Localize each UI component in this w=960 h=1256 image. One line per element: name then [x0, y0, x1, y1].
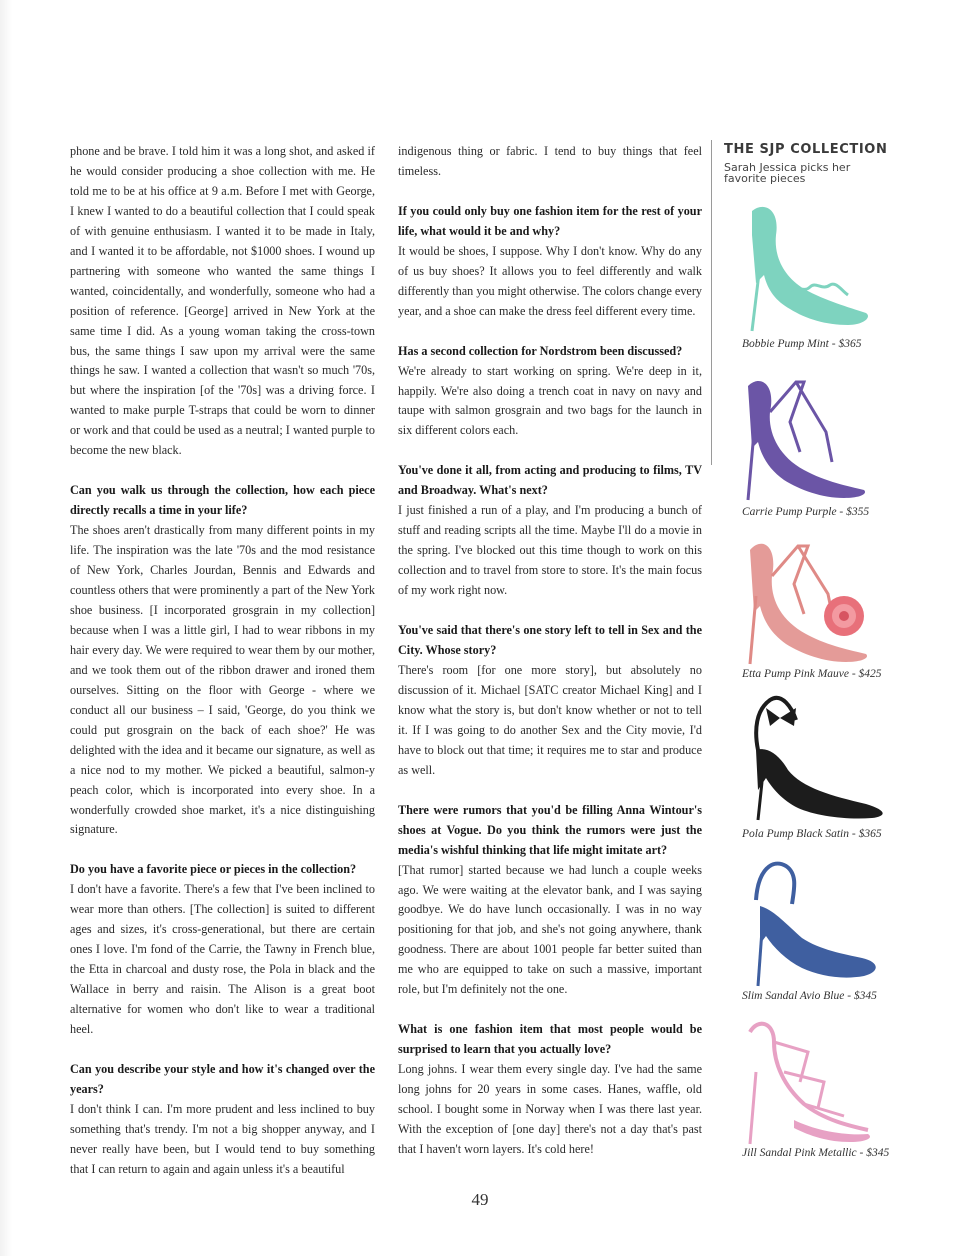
article-column-middle — [398, 142, 702, 1160]
shoe-image-jill-sandal — [734, 1012, 884, 1148]
paragraph: The shoes aren't drastically from many different points in my life. The inspiration was the late '70s and the mod resistance of New York, Charles Jourdan, Bennis and Edwards and countless others that were prominently a part of the New York shoe business. [I incorporated grosgrain in my collection] because when I was a little girl, I had to wear ribbons in my hair every day. We were required to wear them by our mother, and we took them out of the ribbon drawer and ironed them ourselves. Sitting on the floor with George - where we conduct all our business – I said, 'George, do you think we could put grosgrain on the back of each shoe?' He was delighted with the idea and it became our signature, as well as a nice nod to my mother. We picked a beautiful, salmon-y peach color, which is incorporated into every shoe. In a wonderfully crowded shoe market, it's a nice distinguishing signature. — [70, 523, 375, 837]
shoe-image-etta-pump — [734, 528, 884, 668]
sidebar-divider — [711, 140, 712, 465]
shoe-caption: Pola Pump Black Satin - $365 — [742, 828, 882, 840]
shoe-image-slim-sandal — [736, 850, 886, 990]
interview-question: There were rumors that you'd be filling Anna Wintour's shoes at Vogue. Do you think the rumors were just the media's wishful thinking that life might imitate art? — [398, 802, 702, 857]
interview-question: You've done it all, from acting and producing to films, TV and Broadway. What's next? — [398, 463, 702, 498]
paragraph: It would be shoes, I suppose. Why I don't know. Why do any of us buy shoes? It allows you to feel differently and walk differently than you might otherwise. The colors change every year, and a shoe can make the dress feel different every time. — [398, 243, 702, 318]
paragraph: indigenous thing or fabric. I tend to buy things that feel timeless. — [398, 144, 702, 178]
shoe-caption: Carrie Pump Purple - $355 — [742, 506, 870, 518]
interview-question: Do you have a favorite piece or pieces in the collection? — [70, 862, 357, 877]
paragraph: I don't think I can. I'm more prudent and less inclined to buy something that's trendy. I'm not a big shopper anyway, and I never really have been, but I would tend to buy something that I can return to again and again unless it's a beautiful — [70, 1101, 375, 1176]
interview-question: Can you describe your style and how it's changed over the years? — [70, 1061, 375, 1096]
paragraph: [That rumor] started because we had lunch a couple weeks ago. We were waiting at the elevator bank, and I was saying goodbye. We do have lunch occasionally. I was in no way positioning for that job, and she's not going anywhere, thank goodness. There are about 1001 people far better suited than me who are equipped to take on such a massive, important role, but I'm definitely not the one. — [398, 862, 702, 997]
sidebar-header — [724, 142, 934, 184]
article-column-left — [70, 142, 375, 1180]
interview-question: What is one fashion item that most people would be surprised to learn that you actually love? — [398, 1022, 702, 1057]
sidebar-title: THE SJP COLLECTION — [724, 142, 888, 157]
shoe-caption: Etta Pump Pink Mauve - $425 — [742, 668, 882, 680]
interview-question: You've said that there's one story left to tell in Sex and the City. Whose story? — [398, 623, 702, 658]
page-number: 49 — [471, 1190, 489, 1209]
page-edge-shadow — [0, 0, 12, 1256]
sidebar-subtitle: Sarah Jessica picks her favorite pieces — [724, 161, 851, 185]
shoe-image-carrie-pump — [734, 362, 874, 502]
interview-question: Can you walk us through the collection, how each piece directly recalls a time in your life? — [70, 483, 375, 518]
shoe-image-pola-pump — [736, 690, 896, 825]
paragraph: I don't have a favorite. There's a few that I've been inclined to wear more than others. [The collection] is suited to different ages and sizes, it's cross-generational, but there are certain ones I love. I'm fond of the Carrie, the Tawny in French blue, the Etta in charcoal and dusty rose, the Pola in black and the Wallace in berry and raisin. The Alison is a great boot alternative for women who don't like to wear a traditional heel. — [70, 882, 375, 1037]
interview-question: Has a second collection for Nordstrom been discussed? — [398, 343, 683, 358]
paragraph: We're already to start working on spring. We're deep in it, happily. We're also doing a trench coat in navy on navy and taupe with salmon grosgrain and two bags for the launch in six different colors each. — [398, 363, 702, 438]
shoe-caption: Slim Sandal Avio Blue - $345 — [742, 990, 877, 1002]
shoe-caption: Bobbie Pump Mint - $365 — [742, 338, 862, 350]
paragraph: There's room [for one more story], but absolutely no discussion of it. Michael [SATC creator Michael King] and I know what the story is, but don't know whether or not to tell it. If I was going to do another Sex and the City movie, I'd have to block out that time; it requires me to star and produce as well. — [398, 662, 702, 777]
interview-question: If you could only buy one fashion item for the rest of your life, what would it be and why? — [398, 203, 702, 238]
paragraph: Long johns. I wear them every single day. I've had the same long johns for 20 years in some cases. Hanes, waffle, old school. I bought some in Norway when I was there last year. With the exception of [one day] there's not a day that's past that I haven't worn layers. It's cold here! — [398, 1062, 702, 1156]
paragraph: phone and be brave. I told him it was a long shot, and asked if he would consider producing a shoe collection with me. He told me to be at his office at 9 a.m. Before I met with George, I knew I wanted to do a beautiful collection that I could speak of with genuine enthusiasm. I wanted it to be made in Italy, and I wanted it to be affordable, not $1000 shoes. I wound up partnering with someone who wanted the same things I wanted, coincidentally, and wonderfully, someone who had a position of reference. [George] arrived in New York at the same time I did. As a young woman taking the cross-town bus, the same things I saw upon my arrival were the same things he saw. I wanted a collection that wasn't so much '70s, but where the inspiration [of the '70s] was a driving force. I wanted to make purple T-straps that could be worn to dinner or work and that could be used as a neutral; I wanted purple to become the new black. — [70, 144, 375, 458]
shoe-image-bobbie-pump — [730, 195, 880, 335]
paragraph: I just finished a run of a play, and I'm producing a bunch of stuff and reading scripts all the time. Maybe I'll do a movie in the spring. I've blocked out this time though to work on this collection and to travel from store to store. It's the main focus of my work right now. — [398, 503, 702, 598]
shoe-caption: Jill Sandal Pink Metallic - $345 — [742, 1147, 890, 1159]
